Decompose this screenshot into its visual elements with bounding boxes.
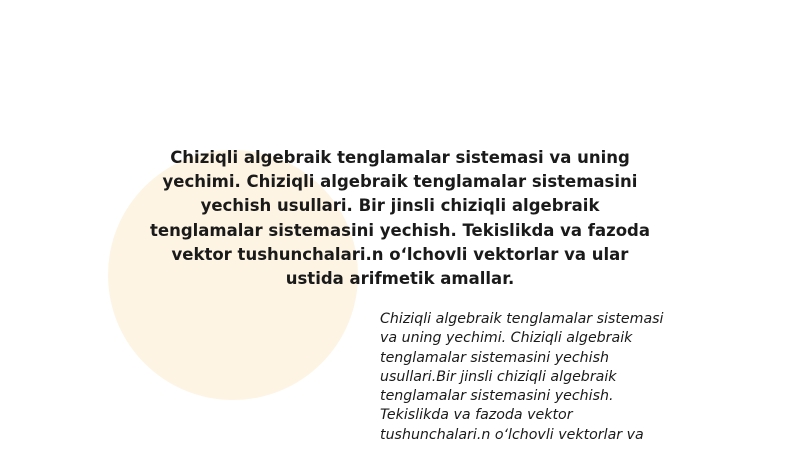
slide-title: Chiziqli algebraik tenglamalar sistemasi va uning yechimi. Chiziqli algebraik tenglamalar sistemasini yechish usullari. Bir jinsli chiziqli algebraik tenglamalar sistemasini yechish. Tekislikda va fazoda vektor tushunchalari.n o‘lchovli vektorlar va ular ustida arifmetik amallar. xyxy=(150,148,650,289)
slide-body-text: Chiziqli algebraik tenglamalar sistemasi va uning yechimi. Chiziqli algebraik tenglamalar sistemasini yechish usullari.Bir jinsli chiziqli algebraik tenglamalar sistemasini yechish. Tekislikda va fazoda vektor tushunchalari.n o‘lchovli vektorlar va xyxy=(380,311,664,443)
